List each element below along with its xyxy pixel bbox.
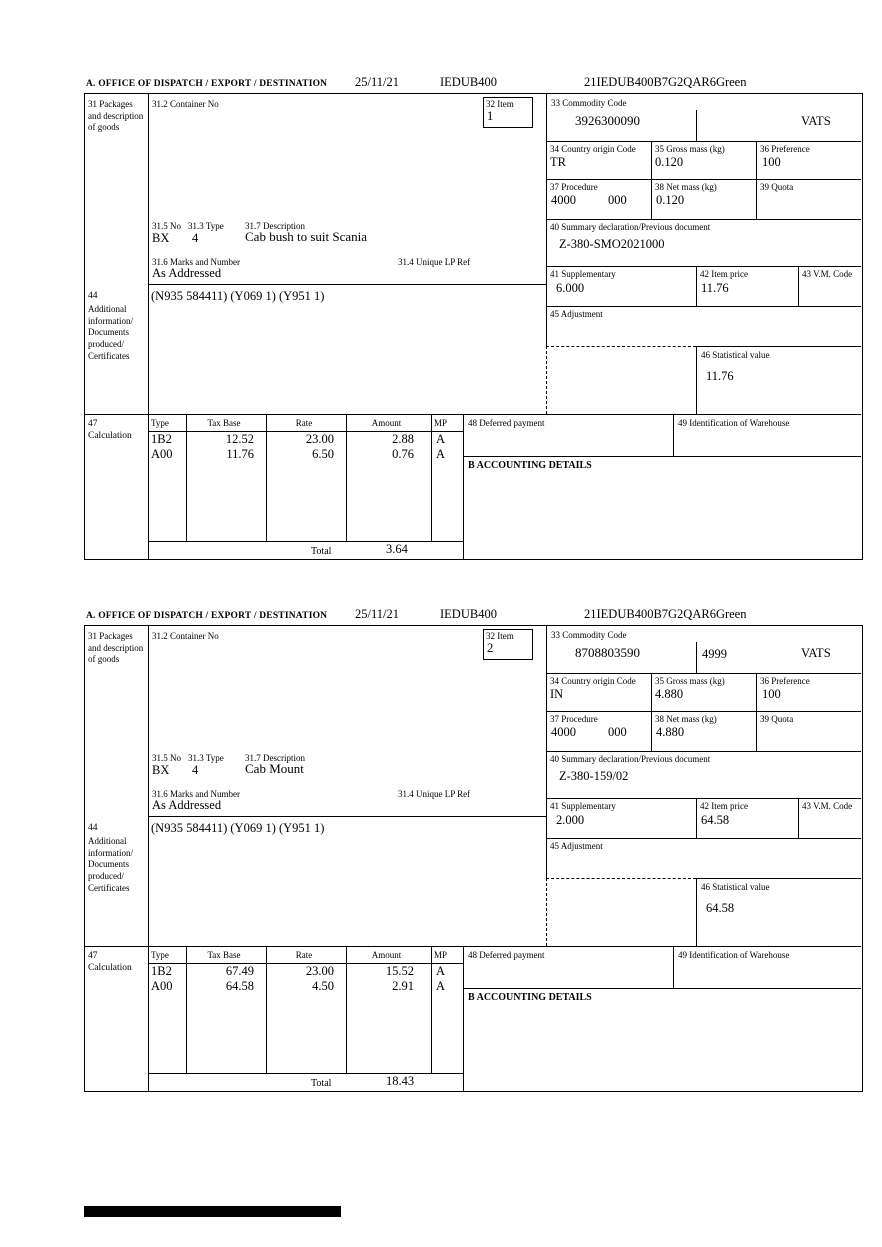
calc-row-tax-base: 12.52 [225,432,254,446]
summary-declaration-value: Z-380-159/02 [559,769,629,783]
section-header [84,74,863,93]
procedure-value-2: 000 [608,193,627,207]
grid-line [756,711,757,751]
grid-line [148,626,149,1091]
calc-row-mp: A [436,432,446,446]
marks-and-number-label: 31.6 Marks and Number [152,789,240,799]
grid-line [546,94,547,346]
commodity-code-value: 3926300090 [575,113,640,128]
box31-label: 31 Packages and description of goods [88,631,144,665]
pkg-type-label: 31.3 Type [188,221,224,231]
commodity-code-2-value: 4999 [702,647,727,661]
grid-line [696,798,697,838]
item-number-value: 1 [487,109,494,123]
unique-lp-ref-label: 31.4 Unique LP Ref [398,257,471,267]
statistical-value-label: 46 Statistical value [701,882,770,892]
calc-row-mp: A [436,964,446,978]
quota-label: 39 Quota [760,714,794,724]
box44-label: Additional information/ Documents produced/ Certificates [88,836,133,893]
item-price-label: 42 Item price [700,801,748,811]
grid-line [546,266,861,267]
movement-reference-number: 21IEDUB400B7G2QAR6Green [584,75,747,89]
calc-row-rate: 4.50 [312,979,334,993]
box44-number-label: 44 [88,291,98,301]
calc-header-rate: Rate [295,418,313,428]
item-price-value: 11.76 [701,281,729,295]
quota-label: 39 Quota [760,182,794,192]
calc-header-mp: MP [434,418,448,428]
marks-and-number-label: 31.6 Marks and Number [152,257,240,267]
grid-line [696,878,697,946]
office-of-dispatch-label: A. OFFICE OF DISPATCH / EXPORT / DESTINATION [86,611,328,621]
page-divider-bar [84,1206,341,1217]
procedure-value-1: 4000 [551,725,576,739]
grid-line [546,711,861,712]
adjustment-label: 45 Adjustment [550,309,603,319]
declaration-item-section [84,74,863,560]
calc-row-type: A00 [151,447,173,461]
grid-line [673,946,674,988]
supplementary-label: 41 Supplementary [550,801,616,811]
grid-line [546,798,861,799]
statistical-value: 64.58 [706,901,735,915]
dashed-grid-line [546,878,547,946]
item-price-value: 64.58 [701,813,730,827]
calc-row-tax-base: 11.76 [226,447,254,461]
procedure-label: 37 Procedure [550,182,598,192]
pkg-type-label: 31.3 Type [188,753,224,763]
calc-row-rate: 6.50 [312,447,334,461]
country-origin-value: IN [550,687,564,701]
container-no-label: 31.2 Container No [152,99,219,109]
grid-line [651,179,652,219]
preference-label: 36 Preference [760,676,810,686]
item-label: 32 Item [486,631,514,641]
calc-row-amount: 0.76 [392,447,414,461]
grid-line [463,988,861,989]
section-header [84,606,863,625]
declaration-date: 25/11/21 [355,607,399,621]
accounting-details-label: B ACCOUNTING DETAILS [468,460,592,471]
grid-line [696,878,861,879]
grid-line [85,946,861,947]
grid-line [696,346,861,347]
box31-label: 31 Packages and description of goods [88,99,144,133]
office-of-dispatch-label: A. OFFICE OF DISPATCH / EXPORT / DESTINATION [86,79,328,89]
dashed-grid-line [546,346,547,414]
calc-row-amount: 2.88 [392,432,414,446]
grid-line [148,284,546,285]
container-no-label: 31.2 Container No [152,631,219,641]
grid-line [696,346,697,414]
item-price-label: 42 Item price [700,269,748,279]
commodity-code-value: 8708803590 [575,645,640,660]
grid-line [651,711,652,751]
procedure-label: 37 Procedure [550,714,598,724]
dashed-grid-line [546,878,696,879]
warehouse-label: 49 Identification of Warehouse [678,950,790,960]
calc-row-mp: A [436,447,446,461]
additional-info-value: (N935 584411) (Y069 1) (Y951 1) [151,289,325,303]
grid-line [696,110,697,141]
additional-info-value: (N935 584411) (Y069 1) (Y951 1) [151,821,325,835]
statistical-value-label: 46 Statistical value [701,350,770,360]
calc-row-mp: A [436,979,446,993]
pkg-no-label: 31.5 No [152,753,181,763]
country-origin-label: 34 Country origin Code [550,144,636,154]
tax-type-value: VATS [801,646,831,660]
net-mass-label: 38 Net mass (kg) [655,714,717,724]
grid-line [431,414,432,541]
total-label: Total [311,1078,332,1089]
grid-line [463,456,861,457]
country-origin-value: TR [550,155,566,169]
grid-line [798,266,799,306]
grid-line [696,266,697,306]
grid-line [546,219,861,220]
grid-line [148,541,463,542]
office-code: IEDUB400 [440,607,497,621]
preference-label: 36 Preference [760,144,810,154]
grid-line [546,179,861,180]
grid-line [431,946,432,1073]
statistical-value: 11.76 [706,369,734,383]
tax-type-value: VATS [801,114,831,128]
summary-declaration-label: 40 Summary declaration/Previous document [550,754,711,764]
grid-line [673,414,674,456]
gross-mass-value: 4.880 [655,687,684,701]
item-number-value: 2 [487,641,494,655]
grid-line [148,94,149,559]
calc-row-type: A00 [151,979,173,993]
office-code: IEDUB400 [440,75,497,89]
pkg-type-value: 4 [192,763,199,777]
procedure-value-1: 4000 [551,193,576,207]
supplementary-label: 41 Supplementary [550,269,616,279]
calc-header-type: Type [151,950,169,960]
grid-line [546,751,861,752]
calc-header-amount: Amount [371,418,402,428]
pkg-no-value: BX [152,763,170,777]
grid-line [148,816,546,817]
grid-line [546,626,547,878]
box47-label: 47 Calculation [88,951,132,974]
grid-line [546,838,861,839]
pkg-no-label: 31.5 No [152,221,181,231]
vm-code-label: 43 V.M. Code [802,269,853,279]
pkg-no-value: BX [152,231,170,245]
total-label: Total [311,546,332,557]
grid-line [651,141,652,179]
box44-number-label: 44 [88,823,98,833]
grid-line [463,414,464,559]
gross-mass-value: 0.120 [655,155,684,169]
section-body [84,625,863,1092]
pkg-description-label: 31.7 Description [245,753,305,763]
calc-header-amount: Amount [371,950,402,960]
section-body [84,93,863,560]
calc-row-tax-base: 67.49 [225,964,254,978]
commodity-code-label: 33 Commodity Code [551,630,627,640]
grid-line [546,673,861,674]
grid-line [85,414,861,415]
calc-header-type: Type [151,418,169,428]
calc-row-amount: 15.52 [385,964,414,978]
dashed-grid-line [546,346,696,347]
vm-code-label: 43 V.M. Code [802,801,853,811]
box47-label: 47 Calculation [88,419,132,442]
box44-label: Additional information/ Documents produced/ Certificates [88,304,133,361]
summary-declaration-label: 40 Summary declaration/Previous document [550,222,711,232]
marks-value: As Addressed [152,266,222,280]
calc-row-tax-base: 64.58 [225,979,254,993]
grid-line [148,1073,463,1074]
total-value: 3.64 [386,542,408,556]
item-label: 32 Item [486,99,514,109]
calc-row-rate: 23.00 [305,964,334,978]
pkg-type-value: 4 [192,231,199,245]
warehouse-label: 49 Identification of Warehouse [678,418,790,428]
calc-header-mp: MP [434,950,448,960]
preference-value: 100 [762,687,781,701]
declaration-date: 25/11/21 [355,75,399,89]
goods-description-value: Cab Mount [245,761,304,776]
supplementary-value: 6.000 [556,281,585,295]
net-mass-value: 0.120 [656,193,685,207]
supplementary-value: 2.000 [556,813,585,827]
deferred-payment-label: 48 Deferred payment [468,950,545,960]
grid-line [756,673,757,711]
grid-line [651,673,652,711]
net-mass-value: 4.880 [656,725,685,739]
movement-reference-number: 21IEDUB400B7G2QAR6Green [584,607,747,621]
country-origin-label: 34 Country origin Code [550,676,636,686]
procedure-value-2: 000 [608,725,627,739]
calc-row-amount: 2.91 [392,979,414,993]
grid-line [546,306,861,307]
gross-mass-label: 35 Gross mass (kg) [655,676,725,686]
declaration-item-section [84,606,863,1092]
calc-header-tax-base: Tax Base [207,418,241,428]
item-number-box [483,629,533,660]
calc-row-type: 1B2 [151,432,172,446]
preference-value: 100 [762,155,781,169]
unique-lp-ref-label: 31.4 Unique LP Ref [398,789,471,799]
adjustment-label: 45 Adjustment [550,841,603,851]
commodity-code-label: 33 Commodity Code [551,98,627,108]
grid-line [696,642,697,673]
grid-line [798,798,799,838]
pkg-description-label: 31.7 Description [245,221,305,231]
deferred-payment-label: 48 Deferred payment [468,418,545,428]
marks-value: As Addressed [152,798,222,812]
calc-row-rate: 23.00 [305,432,334,446]
goods-description-value: Cab bush to suit Scania [245,229,368,244]
accounting-details-label: B ACCOUNTING DETAILS [468,992,592,1003]
item-number-box [483,97,533,128]
grid-line [756,141,757,179]
grid-line [463,946,464,1091]
summary-declaration-value: Z-380-SMO2021000 [559,237,665,251]
grid-line [546,141,861,142]
gross-mass-label: 35 Gross mass (kg) [655,144,725,154]
calc-row-type: 1B2 [151,964,172,978]
net-mass-label: 38 Net mass (kg) [655,182,717,192]
calc-header-rate: Rate [295,950,313,960]
grid-line [756,179,757,219]
calc-header-tax-base: Tax Base [207,950,241,960]
total-value: 18.43 [386,1074,415,1088]
